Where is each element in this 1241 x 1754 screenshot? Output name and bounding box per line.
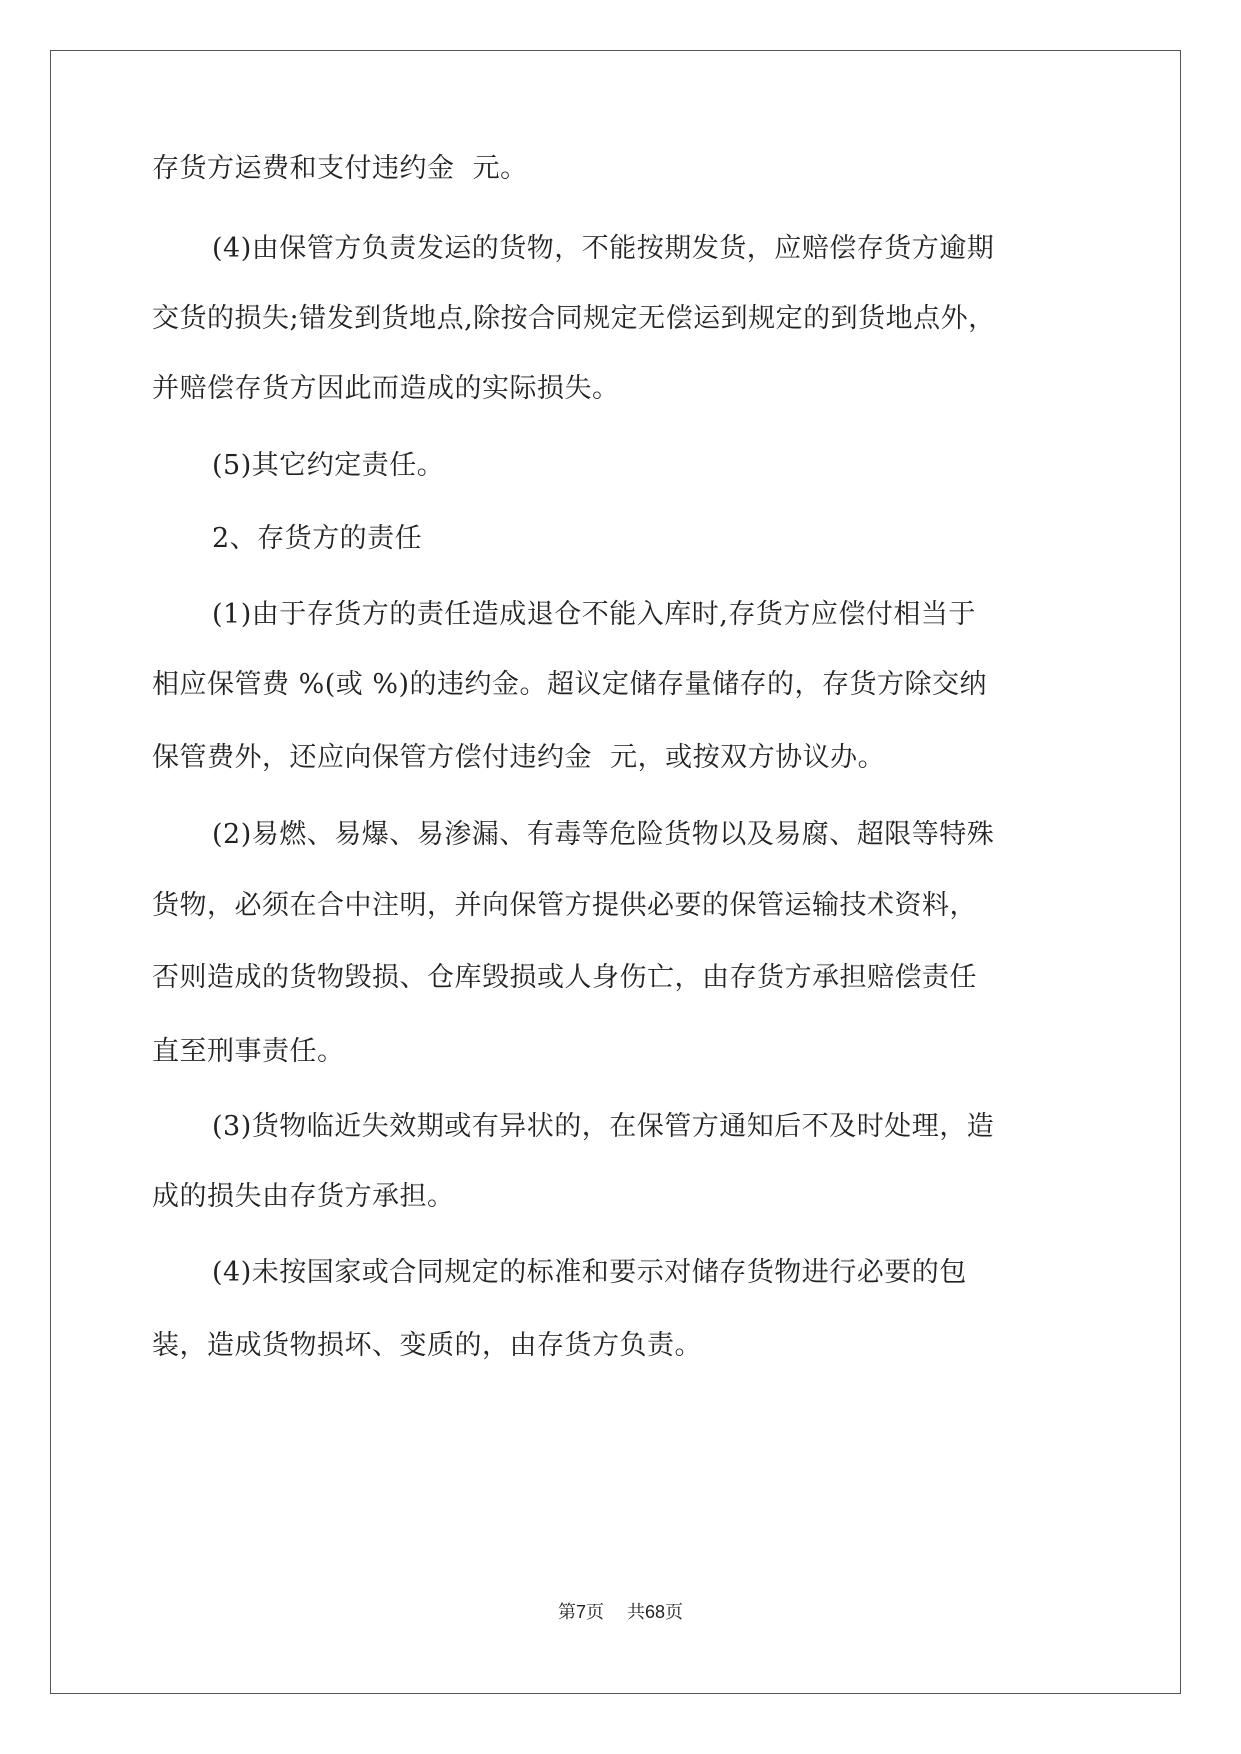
text-line: 成的损失由存货方承担。 (152, 1181, 455, 1212)
page-number: 7 (576, 1602, 587, 1622)
text-line: (4)由保管方负责发运的货物，不能按期发货，应赔偿存货方逾期 (212, 233, 995, 264)
total-pages: 68 (644, 1602, 665, 1622)
text-line: (3)货物临近失效期或有异状的，在保管方通知后不及时处理，造 (212, 1111, 995, 1142)
text-line: (5)其它约定责任。 (212, 450, 445, 481)
text-line: 否则造成的货物毁损、仓库毁损或人身伤亡，由存货方承担赔偿责任 (152, 962, 977, 993)
total-suffix: 页 (664, 1602, 683, 1623)
text-line: (2)易燃、易爆、易渗漏、有毒等危险货物以及易腐、超限等特殊 (212, 819, 995, 850)
section-heading: 2、存货方的责任 (212, 523, 423, 554)
text-line: 相应保管费 %(或 %)的违约金。超议定储存量储存的，存货方除交纳 (152, 669, 988, 700)
text-line: 装，造成货物损坏、变质的，由存货方负责。 (152, 1330, 702, 1361)
page-frame (50, 50, 1181, 1694)
page-suffix: 页 (586, 1602, 605, 1623)
page-prefix: 第 (558, 1602, 577, 1623)
text-line: 存货方运费和支付违约金 元。 (152, 153, 528, 184)
text-line: (1)由于存货方的责任造成退仓不能入库时,存货方应偿付相当于 (212, 599, 976, 630)
page-footer (0, 1600, 1241, 1625)
text-line: 并赔偿存货方因此而造成的实际损失。 (152, 373, 620, 404)
text-line: 直至刑事责任。 (152, 1036, 345, 1067)
text-line: 货物，必须在合中注明，并向保管方提供必要的保管运输技术资料， (152, 890, 977, 921)
total-prefix: 共 (626, 1602, 645, 1623)
text-line: (4)未按国家或合同规定的标准和要示对储存货物进行必要的包 (212, 1257, 967, 1288)
text-line: 交货的损失;错发到货地点,除按合同规定无偿运到规定的到货地点外， (152, 303, 996, 334)
text-line: 保管费外，还应向保管方偿付违约金 元，或按双方协议办。 (152, 742, 886, 773)
